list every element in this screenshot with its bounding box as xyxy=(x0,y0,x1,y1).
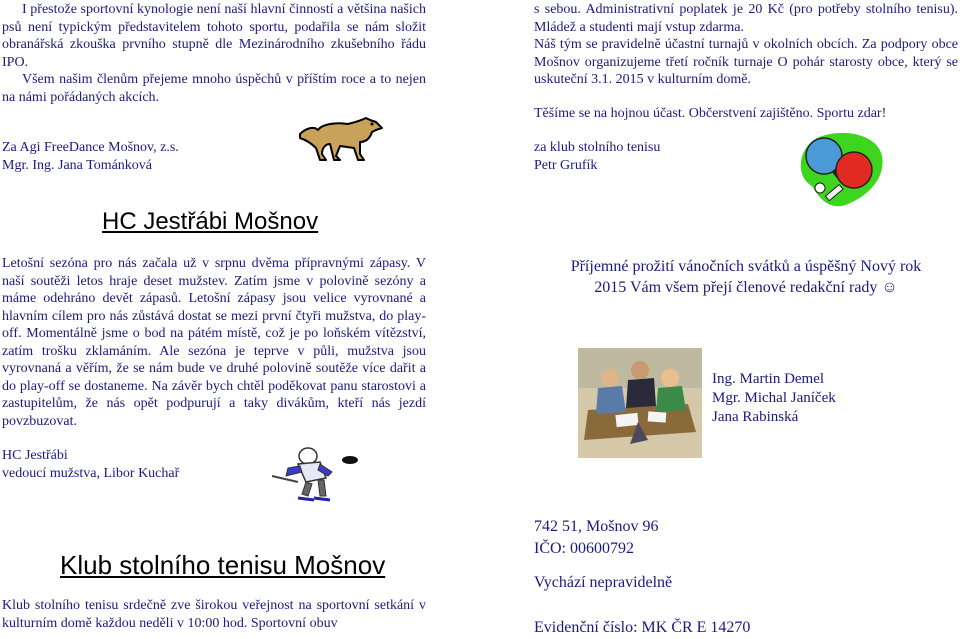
hockey-signature-org: HC Jestřábi xyxy=(2,448,68,463)
kynologie-signature xyxy=(2,139,262,174)
table-tennis-body-continued: s sebou. Administrativní poplatek je 20 Kč (pro potřeby stolního tenisu). Mládež a studenti mají vstup zdarma. xyxy=(534,2,958,35)
kynologie-signature-name: Mgr. Ing. Jana Tománková xyxy=(2,157,153,173)
publisher-info xyxy=(534,516,834,560)
editor-name: Mgr. Michal Janíček xyxy=(712,390,836,406)
hockey-signature xyxy=(2,447,262,482)
table-tennis-closing: Těšíme se na hojnou účast. Občerstvení zajištěno. Sportu zdar! xyxy=(534,106,887,121)
ping-pong-paddles-clipart xyxy=(792,126,886,214)
publication-frequency: Vychází nepravidelně xyxy=(534,574,673,591)
editor-name: Ing. Martin Demel xyxy=(712,371,825,387)
table-tennis-title: Klub stolního tenisu Mošnov xyxy=(60,550,386,580)
dog-clipart xyxy=(296,114,386,166)
kynologie-signature-org: Za Agi FreeDance Mošnov, z.s. xyxy=(2,140,179,155)
hockey-body: Letošní sezóna pro nás začala už v srpnu dvěma přípravnými zápasy. V naší soutěži letos hraje deset mužstev. Zatím jsme v polovině sezóny a máme odehráno devět zápasů. Letošní zápasy jsou velice vyrovnané a hlavním cílem pro nás zůstává dostat se mezi první čtyři mužstva, do play-off. Momentálně jsme o bod na pátém místě, což je po loňském vítězství, zatím trošku zklamáním. Ale sezóna je teprve v půli, mužstva jsou vyrovnaná a věřím, že se nám bude ve druhé polovině soutěže více dařit a do play-off se dostaneme. Na závěr bych chtěl poděkovat panu starostovi a zastupitelům, že nás opět podpurují a taky divákům, kteří nás jezdí povzbuzovat. xyxy=(2,256,426,429)
publisher-address: 742 51, Mošnov 96 xyxy=(534,518,659,535)
hockey-signature-name: vedoucí mužstva, Libor Kuchař xyxy=(2,465,180,481)
editor-name: Jana Rabinská xyxy=(712,409,799,425)
table-tennis-signature xyxy=(534,139,794,174)
greeting-line-2: 2015 Vám všem přejí členové redakční rady ☺ xyxy=(594,279,898,296)
kynologie-paragraph-2: Všem našim členům přejeme mnoho úspěchů v příštím roce a to nejen na námi pořádaných akcích. xyxy=(2,72,426,105)
table-tennis-tournament: Náš tým se pravidelně účastní turnajů v okolních obcích. Za podpory obce Mošnov organizujeme třetí ročník turnaje O pohár starosty obce, který se uskuteční 3.1. 2015 v kulturním domě. xyxy=(534,37,958,87)
table-tennis-body-start: Klub stolního tenisu srdečně zve širokou veřejnost na sportovní setkání v kulturním domě každou neděli v 10:00 hod. Sportovní obuv xyxy=(2,598,426,631)
hockey-player-clipart xyxy=(268,446,360,504)
table-tennis-signature-org: za klub stolního tenisu xyxy=(534,140,661,155)
greeting xyxy=(534,256,958,298)
registration-number: Evidenční číslo: MK ČR E 14270 xyxy=(534,619,751,636)
kynologie-paragraph-1: I přestože sportovní kynologie není naší hlavní činností a většina našich psů není typickým představitelem tohoto sportu, podařila se nám složit obranářská zkouška prvního stupně dle Mezinárodního zkušebního řádu IPO. xyxy=(2,2,426,70)
table-tennis-signature-name: Petr Grufík xyxy=(534,157,598,173)
publisher-ico: IČO: 00600792 xyxy=(534,540,634,557)
editors-list xyxy=(712,370,952,427)
greeting-line-1: Příjemné prožití vánočních svátků a úspěšný Nový rok xyxy=(570,258,922,275)
hockey-title: HC Jestřábi Mošnov xyxy=(102,208,319,235)
office-meeting-clipart xyxy=(578,348,702,458)
kynologie-section xyxy=(2,1,426,106)
